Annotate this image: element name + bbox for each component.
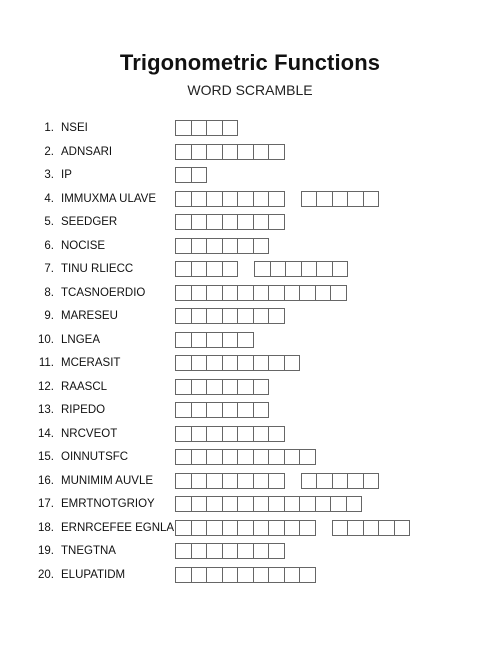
answer-word-group bbox=[332, 520, 411, 536]
letter-box[interactable] bbox=[301, 261, 318, 277]
item-number: 7. bbox=[44, 263, 54, 275]
scrambled-word: MCERASIT bbox=[61, 357, 121, 369]
scramble-row bbox=[0, 565, 500, 589]
letter-box[interactable] bbox=[378, 520, 395, 536]
scramble-row bbox=[0, 424, 500, 448]
letter-box[interactable] bbox=[206, 214, 223, 230]
letter-box[interactable] bbox=[191, 473, 208, 489]
answer-word-group bbox=[175, 426, 285, 442]
scrambled-word: NSEI bbox=[61, 122, 88, 134]
letter-box[interactable] bbox=[191, 332, 208, 348]
letter-box[interactable] bbox=[330, 496, 347, 512]
letter-box[interactable] bbox=[284, 449, 301, 465]
answer-boxes bbox=[175, 285, 363, 301]
letter-box[interactable] bbox=[175, 144, 192, 160]
letter-box[interactable] bbox=[206, 449, 223, 465]
answer-word-group bbox=[175, 473, 285, 489]
letter-box[interactable] bbox=[268, 496, 285, 512]
scramble-row bbox=[0, 118, 500, 142]
letter-box[interactable] bbox=[332, 191, 349, 207]
item-number: 3. bbox=[44, 169, 54, 181]
letter-box[interactable] bbox=[284, 285, 301, 301]
letter-box[interactable] bbox=[284, 520, 301, 536]
scrambled-word: RIPEDO bbox=[61, 404, 106, 416]
letter-box[interactable] bbox=[191, 120, 208, 136]
letter-box[interactable] bbox=[175, 238, 192, 254]
letter-box[interactable] bbox=[332, 473, 349, 489]
letter-box[interactable] bbox=[222, 238, 239, 254]
letter-box[interactable] bbox=[175, 308, 192, 324]
letter-box[interactable] bbox=[206, 238, 223, 254]
letter-box[interactable] bbox=[347, 520, 364, 536]
letter-box[interactable] bbox=[175, 355, 192, 371]
letter-box[interactable] bbox=[253, 238, 270, 254]
answer-word-group bbox=[175, 120, 238, 136]
letter-box[interactable] bbox=[222, 473, 239, 489]
letter-box[interactable] bbox=[268, 308, 285, 324]
letter-box[interactable] bbox=[253, 543, 270, 559]
letter-box[interactable] bbox=[175, 214, 192, 230]
letter-box[interactable] bbox=[191, 238, 208, 254]
letter-box[interactable] bbox=[237, 379, 254, 395]
letter-box[interactable] bbox=[206, 120, 223, 136]
letter-box[interactable] bbox=[191, 144, 208, 160]
letter-box[interactable] bbox=[253, 520, 270, 536]
letter-box[interactable] bbox=[222, 567, 239, 583]
letter-box[interactable] bbox=[191, 214, 208, 230]
letter-box[interactable] bbox=[299, 520, 316, 536]
letter-box[interactable] bbox=[222, 308, 239, 324]
letter-box[interactable] bbox=[191, 355, 208, 371]
item-number: 13. bbox=[38, 404, 54, 416]
letter-box[interactable] bbox=[253, 496, 270, 512]
letter-box[interactable] bbox=[237, 402, 254, 418]
letter-box[interactable] bbox=[316, 191, 333, 207]
scrambled-word: IMMUXMA ULAVE bbox=[61, 192, 156, 205]
letter-box[interactable] bbox=[330, 285, 347, 301]
letter-box[interactable] bbox=[268, 285, 285, 301]
answer-word-group bbox=[175, 567, 316, 583]
scrambled-word: RAASCL bbox=[61, 380, 108, 393]
scramble-row bbox=[0, 330, 500, 354]
answer-boxes bbox=[175, 191, 395, 207]
letter-box[interactable] bbox=[191, 543, 208, 559]
letter-box[interactable] bbox=[206, 520, 223, 536]
letter-box[interactable] bbox=[363, 520, 380, 536]
letter-box[interactable] bbox=[206, 332, 223, 348]
letter-box[interactable] bbox=[284, 567, 301, 583]
letter-box[interactable] bbox=[175, 567, 192, 583]
letter-box[interactable] bbox=[206, 473, 223, 489]
letter-box[interactable] bbox=[347, 473, 364, 489]
item-number: 18. bbox=[38, 521, 54, 534]
letter-box[interactable] bbox=[268, 473, 285, 489]
answer-word-group bbox=[175, 214, 285, 230]
letter-box[interactable] bbox=[268, 191, 285, 207]
answer-word-group bbox=[175, 355, 300, 371]
letter-box[interactable] bbox=[222, 355, 239, 371]
answer-word-group bbox=[175, 167, 207, 183]
letter-box[interactable] bbox=[237, 496, 254, 512]
letter-box[interactable] bbox=[237, 473, 254, 489]
item-number: 20. bbox=[38, 568, 54, 581]
scramble-row bbox=[0, 447, 500, 471]
answer-word-group bbox=[175, 543, 285, 559]
letter-box[interactable] bbox=[332, 261, 349, 277]
scrambled-word: ELUPATIDM bbox=[61, 568, 126, 581]
letter-box[interactable] bbox=[253, 567, 270, 583]
letter-box[interactable] bbox=[253, 402, 270, 418]
letter-box[interactable] bbox=[222, 285, 239, 301]
answer-boxes bbox=[175, 449, 332, 465]
letter-box[interactable] bbox=[237, 332, 254, 348]
item-number: 12. bbox=[38, 380, 54, 393]
letter-box[interactable] bbox=[285, 261, 302, 277]
answer-boxes bbox=[175, 379, 285, 395]
letter-box[interactable] bbox=[237, 191, 254, 207]
item-number: 17. bbox=[38, 498, 54, 510]
letter-box[interactable] bbox=[206, 261, 223, 277]
scramble-row bbox=[0, 494, 500, 518]
scrambled-word: MARESEU bbox=[61, 310, 118, 322]
letter-box[interactable] bbox=[268, 449, 285, 465]
letter-box[interactable] bbox=[253, 285, 270, 301]
letter-box[interactable] bbox=[175, 285, 192, 301]
letter-box[interactable] bbox=[253, 355, 270, 371]
letter-box[interactable] bbox=[363, 473, 380, 489]
letter-box[interactable] bbox=[175, 379, 192, 395]
item-number: 19. bbox=[38, 545, 54, 557]
letter-box[interactable] bbox=[191, 402, 208, 418]
page-subtitle: WORD SCRAMBLE bbox=[187, 82, 313, 98]
answer-word-group bbox=[175, 191, 285, 207]
letter-box[interactable] bbox=[254, 261, 271, 277]
item-number: 1. bbox=[44, 122, 54, 134]
scrambled-word: ADNSARI bbox=[61, 145, 113, 158]
letter-box[interactable] bbox=[222, 379, 239, 395]
answer-boxes bbox=[175, 355, 316, 371]
letter-box[interactable] bbox=[253, 214, 270, 230]
scramble-row bbox=[0, 259, 500, 283]
letter-box[interactable] bbox=[191, 191, 208, 207]
letter-box[interactable] bbox=[237, 449, 254, 465]
scrambled-word: NRCVEOT bbox=[61, 427, 118, 440]
scrambled-word: OINNUTSFC bbox=[61, 451, 129, 463]
item-number: 11. bbox=[38, 357, 54, 369]
letter-box[interactable] bbox=[175, 496, 192, 512]
letter-box[interactable] bbox=[191, 496, 208, 512]
scrambled-word: IP bbox=[61, 169, 72, 181]
letter-box[interactable] bbox=[175, 426, 192, 442]
letter-box[interactable] bbox=[237, 520, 254, 536]
answer-word-group bbox=[175, 449, 316, 465]
scramble-row bbox=[0, 353, 500, 377]
answer-word-group bbox=[175, 402, 269, 418]
answer-word-group bbox=[301, 191, 380, 207]
answer-boxes bbox=[175, 144, 301, 160]
letter-box[interactable] bbox=[268, 144, 285, 160]
scrambled-word: EMRTNOTGRIOY bbox=[61, 498, 155, 510]
letter-box[interactable] bbox=[332, 520, 349, 536]
letter-box[interactable] bbox=[253, 449, 270, 465]
answer-word-group bbox=[175, 520, 316, 536]
item-number: 5. bbox=[44, 216, 54, 228]
item-number: 9. bbox=[44, 310, 54, 322]
letter-box[interactable] bbox=[268, 543, 285, 559]
letter-box[interactable] bbox=[237, 543, 254, 559]
letter-box[interactable] bbox=[363, 191, 380, 207]
letter-box[interactable] bbox=[270, 261, 287, 277]
scrambled-word: ERNRCEFEE EGNLA bbox=[61, 521, 175, 534]
letter-box[interactable] bbox=[175, 167, 192, 183]
letter-box[interactable] bbox=[284, 355, 301, 371]
letter-box[interactable] bbox=[222, 214, 239, 230]
letter-box[interactable] bbox=[237, 567, 254, 583]
letter-box[interactable] bbox=[175, 449, 192, 465]
letter-box[interactable] bbox=[222, 426, 239, 442]
letter-box[interactable] bbox=[316, 261, 333, 277]
letter-box[interactable] bbox=[191, 261, 208, 277]
letter-box[interactable] bbox=[222, 496, 239, 512]
letter-box[interactable] bbox=[222, 449, 239, 465]
answer-word-group bbox=[301, 473, 380, 489]
scramble-row bbox=[0, 236, 500, 260]
answer-boxes bbox=[175, 238, 285, 254]
letter-box[interactable] bbox=[175, 402, 192, 418]
letter-box[interactable] bbox=[206, 144, 223, 160]
letter-box[interactable] bbox=[253, 426, 270, 442]
answer-word-group bbox=[175, 379, 269, 395]
answer-boxes bbox=[175, 520, 426, 536]
letter-box[interactable] bbox=[206, 567, 223, 583]
item-number: 6. bbox=[44, 239, 54, 252]
letter-box[interactable] bbox=[206, 426, 223, 442]
letter-box[interactable] bbox=[237, 238, 254, 254]
item-number: 10. bbox=[38, 333, 54, 346]
scrambled-word: MUNIMIM AUVLE bbox=[61, 474, 154, 487]
letter-box[interactable] bbox=[206, 285, 223, 301]
item-number: 16. bbox=[38, 474, 54, 487]
letter-box[interactable] bbox=[268, 520, 285, 536]
letter-box[interactable] bbox=[222, 120, 239, 136]
letter-box[interactable] bbox=[268, 214, 285, 230]
scrambled-word: LNGEA bbox=[61, 333, 100, 346]
letter-box[interactable] bbox=[237, 308, 254, 324]
answer-boxes bbox=[175, 496, 378, 512]
letter-box[interactable] bbox=[316, 473, 333, 489]
answer-boxes bbox=[175, 543, 301, 559]
letter-box[interactable] bbox=[299, 285, 316, 301]
letter-box[interactable] bbox=[268, 567, 285, 583]
letter-box[interactable] bbox=[284, 496, 301, 512]
letter-box[interactable] bbox=[175, 191, 192, 207]
letter-box[interactable] bbox=[222, 144, 239, 160]
letter-box[interactable] bbox=[206, 191, 223, 207]
item-number: 2. bbox=[44, 145, 54, 158]
answer-boxes bbox=[175, 308, 301, 324]
scramble-row bbox=[0, 283, 500, 307]
answer-word-group bbox=[175, 332, 254, 348]
scramble-row bbox=[0, 189, 500, 213]
letter-box[interactable] bbox=[191, 167, 208, 183]
letter-box[interactable] bbox=[222, 332, 239, 348]
scramble-row bbox=[0, 212, 500, 236]
letter-box[interactable] bbox=[191, 379, 208, 395]
answer-word-group bbox=[175, 496, 362, 512]
answer-boxes bbox=[175, 120, 254, 136]
scramble-row bbox=[0, 306, 500, 330]
page-title: Trigonometric Functions bbox=[119, 50, 381, 75]
letter-box[interactable] bbox=[237, 285, 254, 301]
letter-box[interactable] bbox=[175, 543, 192, 559]
letter-box[interactable] bbox=[191, 308, 208, 324]
letter-box[interactable] bbox=[347, 191, 364, 207]
letter-box[interactable] bbox=[191, 426, 208, 442]
item-number: 14. bbox=[38, 427, 54, 440]
letter-box[interactable] bbox=[237, 144, 254, 160]
letter-box[interactable] bbox=[191, 567, 208, 583]
answer-boxes bbox=[175, 214, 301, 230]
letter-box[interactable] bbox=[222, 261, 239, 277]
letter-box[interactable] bbox=[191, 449, 208, 465]
letter-box[interactable] bbox=[237, 214, 254, 230]
letter-box[interactable] bbox=[206, 543, 223, 559]
answer-boxes bbox=[175, 473, 395, 489]
answer-boxes bbox=[175, 261, 364, 277]
letter-box[interactable] bbox=[315, 285, 332, 301]
scramble-row bbox=[0, 541, 500, 565]
answer-word-group bbox=[175, 285, 347, 301]
letter-box[interactable] bbox=[299, 449, 316, 465]
letter-box[interactable] bbox=[175, 120, 192, 136]
letter-box[interactable] bbox=[222, 191, 239, 207]
item-number: 4. bbox=[44, 192, 54, 205]
letter-box[interactable] bbox=[222, 520, 239, 536]
letter-box[interactable] bbox=[237, 355, 254, 371]
letter-box[interactable] bbox=[175, 473, 192, 489]
letter-box[interactable] bbox=[301, 473, 318, 489]
scrambled-word: TCASNOERDIO bbox=[61, 286, 146, 299]
letter-box[interactable] bbox=[268, 355, 285, 371]
scramble-list bbox=[0, 118, 500, 588]
letter-box[interactable] bbox=[299, 496, 316, 512]
letter-box[interactable] bbox=[301, 191, 318, 207]
letter-box[interactable] bbox=[299, 567, 316, 583]
answer-word-group bbox=[254, 261, 348, 277]
letter-box[interactable] bbox=[253, 144, 270, 160]
scramble-row bbox=[0, 518, 500, 542]
answer-boxes bbox=[175, 332, 270, 348]
letter-box[interactable] bbox=[253, 191, 270, 207]
letter-box[interactable] bbox=[191, 285, 208, 301]
scrambled-word: NOCISE bbox=[61, 239, 106, 252]
scrambled-word: SEEDGER bbox=[61, 216, 118, 228]
answer-word-group bbox=[175, 308, 285, 324]
letter-box[interactable] bbox=[315, 496, 332, 512]
scrambled-word: TNEGTNA bbox=[61, 545, 116, 557]
scrambled-word: TINU RLIECC bbox=[61, 263, 134, 275]
letter-box[interactable] bbox=[206, 308, 223, 324]
answer-boxes bbox=[175, 567, 332, 583]
answer-word-group bbox=[175, 261, 238, 277]
item-number: 15. bbox=[38, 451, 54, 463]
item-number: 8. bbox=[44, 286, 54, 299]
letter-box[interactable] bbox=[175, 520, 192, 536]
letter-box[interactable] bbox=[175, 332, 192, 348]
scramble-row bbox=[0, 377, 500, 401]
letter-box[interactable] bbox=[268, 426, 285, 442]
letter-box[interactable] bbox=[175, 261, 192, 277]
letter-box[interactable] bbox=[222, 543, 239, 559]
letter-box[interactable] bbox=[206, 402, 223, 418]
answer-boxes bbox=[175, 402, 285, 418]
letter-box[interactable] bbox=[191, 520, 208, 536]
letter-box[interactable] bbox=[346, 496, 363, 512]
answer-boxes bbox=[175, 167, 223, 183]
letter-box[interactable] bbox=[253, 308, 270, 324]
scramble-row bbox=[0, 471, 500, 495]
letter-box[interactable] bbox=[206, 355, 223, 371]
letter-box[interactable] bbox=[253, 473, 270, 489]
letter-box[interactable] bbox=[253, 379, 270, 395]
letter-box[interactable] bbox=[206, 496, 223, 512]
scramble-row bbox=[0, 165, 500, 189]
letter-box[interactable] bbox=[394, 520, 411, 536]
answer-word-group bbox=[175, 144, 285, 160]
answer-boxes bbox=[175, 426, 301, 442]
letter-box[interactable] bbox=[206, 379, 223, 395]
scramble-row bbox=[0, 142, 500, 166]
scramble-row bbox=[0, 400, 500, 424]
letter-box[interactable] bbox=[222, 402, 239, 418]
letter-box[interactable] bbox=[237, 426, 254, 442]
answer-word-group bbox=[175, 238, 269, 254]
